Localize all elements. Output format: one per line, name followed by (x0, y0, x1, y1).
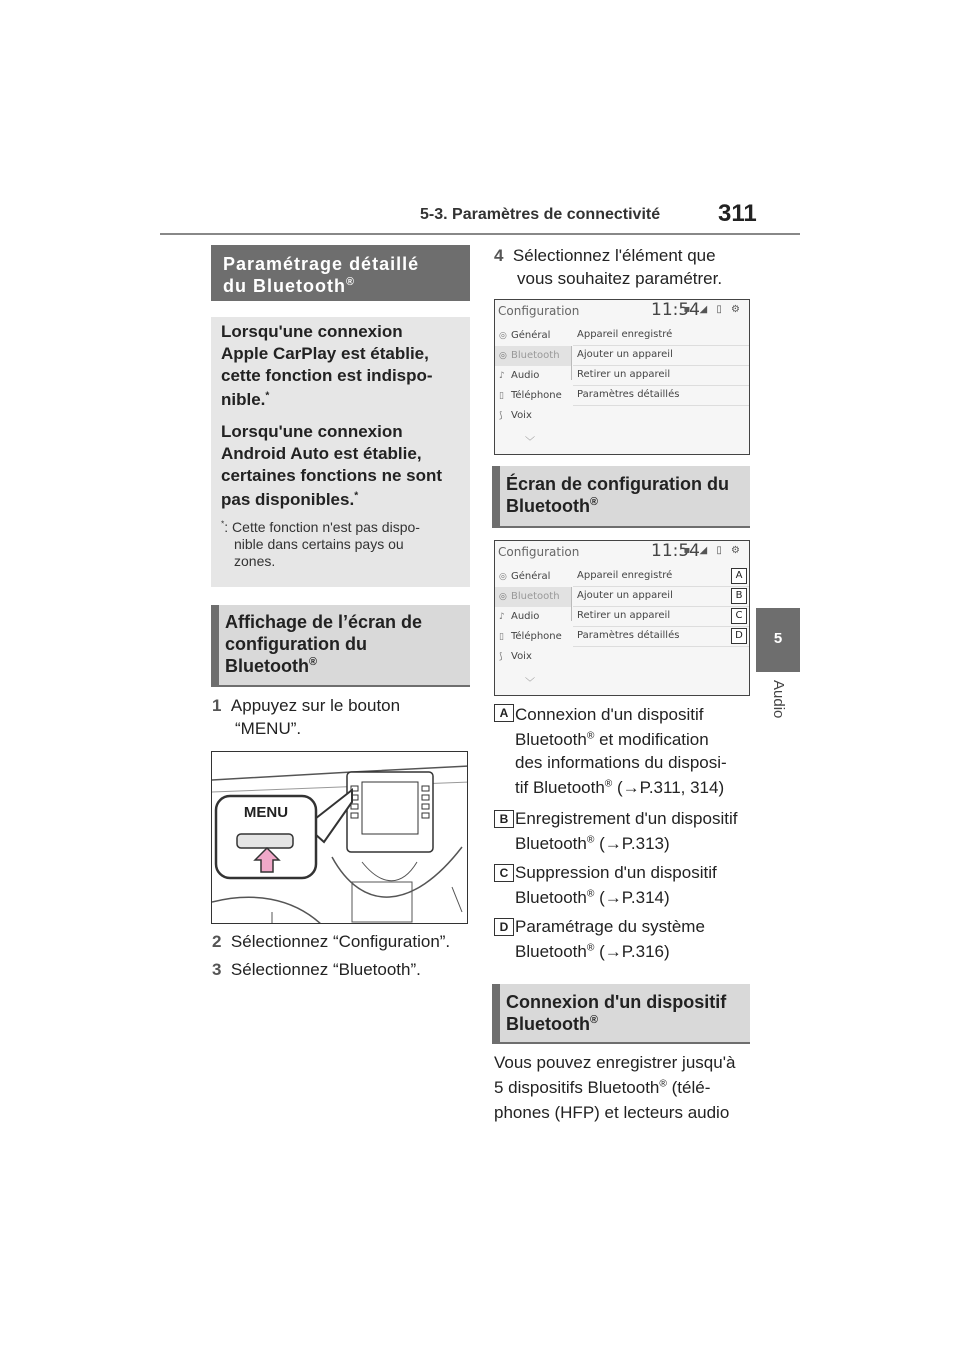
screen-clock: 11:54 (651, 541, 700, 561)
step-text: vous souhaitez paramétrer. (517, 269, 723, 288)
menu-label: Voix (511, 410, 532, 421)
menu-label: Voix (511, 651, 532, 662)
item-remove-device[interactable] (573, 366, 749, 386)
note-line: Lorsqu'une connexion (221, 422, 403, 441)
menu-label: Bluetooth (511, 350, 560, 361)
item-registered-device[interactable] (573, 326, 749, 346)
legend-item-d (515, 915, 705, 963)
paragraph-line: phones (HFP) et lecteurs audio (494, 1103, 730, 1122)
callout-d: D (731, 628, 747, 644)
bluetooth-icon: ◎ (499, 592, 507, 602)
heading-bluetooth-config-screen (492, 466, 750, 526)
legend-key-b: B (494, 810, 514, 828)
heading-underline (211, 685, 470, 687)
registered-mark: ® (604, 778, 613, 790)
legend-text: (→P.311, 314) (612, 778, 725, 797)
note-paragraph-1 (221, 321, 433, 411)
header-rule (160, 233, 800, 235)
registered-mark: ® (586, 834, 595, 846)
menu-general[interactable] (495, 326, 571, 346)
step-text: Appuyez sur le bouton (230, 696, 401, 715)
step-number: 1 (212, 696, 222, 715)
menu-label: Téléphone (511, 631, 562, 642)
heading-bluetooth-connection (492, 984, 750, 1042)
step-1 (212, 694, 400, 740)
note-line: Lorsqu'une connexion (221, 322, 403, 341)
item-detailed-settings[interactable] (573, 386, 749, 406)
callout-c: C (731, 608, 747, 624)
legend-text: Suppression d'un dispositif (515, 863, 717, 882)
heading2-line3: Bluetooth (225, 656, 309, 676)
heading1-line1: Paramétrage détaillé (223, 254, 420, 274)
step-text: Sélectionnez “Bluetooth”. (230, 960, 421, 979)
legend-text: Bluetooth (515, 888, 587, 907)
config-screen-1 (494, 299, 750, 455)
menu-voice[interactable] (495, 647, 571, 667)
voice-icon: ⟆ (499, 411, 503, 421)
step-number: 4 (494, 246, 504, 265)
legend-text: Bluetooth (515, 834, 587, 853)
legend-item-a (515, 703, 727, 799)
heading3-line2: Bluetooth (506, 496, 590, 516)
heading4-line1: Connexion d'un dispositif (506, 992, 727, 1012)
heading-underline (492, 1042, 750, 1044)
registered-mark: ® (589, 496, 598, 508)
heading1-line2: du Bluetooth (223, 276, 346, 296)
item-label: Paramètres détaillés (577, 389, 680, 400)
chevron-down-icon[interactable]: ﹀ (525, 678, 535, 689)
registered-mark: ® (308, 656, 317, 668)
paragraph-line: (télé- (666, 1078, 711, 1097)
registered-mark: ® (659, 1078, 667, 1090)
chapter-label-text: Audio (770, 680, 787, 719)
legend-text: Enregistrement d'un dispositif (515, 809, 738, 828)
menu-label: Audio (511, 370, 540, 381)
item-label: Appareil enregistré (577, 329, 673, 340)
screen-title: Configuration (498, 304, 580, 318)
menu-voice[interactable] (495, 406, 571, 426)
paragraph-line: Vous pouvez enregistrer jusqu'à (494, 1053, 736, 1072)
heading-bluetooth-screen-display (211, 605, 470, 685)
step-text: Sélectionnez l'élément que (512, 246, 716, 265)
item-label: Retirer un appareil (577, 610, 671, 621)
item-label: Appareil enregistré (577, 570, 673, 581)
legend-text: Connexion d'un dispositif (515, 705, 704, 724)
heading2-line1: Affichage de l’écran de (225, 612, 423, 632)
menu-bluetooth[interactable] (495, 346, 571, 366)
menu-phone[interactable] (495, 627, 571, 647)
item-label: Ajouter un appareil (577, 349, 673, 360)
dashboard-drawing (212, 752, 468, 924)
footnote-mark: * (265, 390, 270, 402)
music-note-icon: ♪ (499, 612, 505, 622)
item-label: Retirer un appareil (577, 369, 671, 380)
phone-icon: ▯ (499, 391, 504, 401)
item-add-device[interactable] (573, 346, 749, 366)
legend-text: Bluetooth (515, 730, 587, 749)
config-screen-2 (494, 540, 750, 696)
registered-mark: ® (586, 730, 595, 742)
heading-bluetooth-detail (211, 245, 470, 301)
menu-label: Bluetooth (511, 591, 560, 602)
chapter-tab (756, 608, 800, 672)
footnote-line: zones. (234, 553, 276, 569)
music-note-icon: ♪ (499, 371, 505, 381)
note-line: certaines fonctions ne sont (221, 466, 443, 485)
heading3-line1: Écran de configuration du (506, 474, 730, 494)
footnote-mark: * (354, 490, 359, 502)
step-2 (212, 930, 450, 953)
footnote-mark: * (221, 518, 225, 529)
screen-title: Configuration (498, 545, 580, 559)
callout-a: A (731, 568, 747, 584)
heading-underline (492, 526, 750, 528)
bluetooth-icon: ◎ (499, 351, 507, 361)
voice-icon: ⟆ (499, 652, 503, 662)
menu-label: Général (511, 571, 551, 582)
step-3 (212, 958, 421, 981)
chapter-number: 5 (773, 630, 783, 647)
menu-phone[interactable] (495, 386, 571, 406)
item-add-device[interactable] (573, 587, 749, 607)
legend-text: (→P.316) (594, 942, 670, 961)
screen-clock: 11:54 (651, 300, 700, 320)
paragraph-line: 5 dispositifs Bluetooth (494, 1078, 660, 1097)
menu-button-label: MENU (243, 804, 289, 821)
chevron-down-icon[interactable]: ﹀ (525, 437, 535, 448)
screen-divider (571, 587, 572, 621)
menu-audio[interactable] (495, 607, 571, 627)
step-number: 3 (212, 960, 222, 979)
phone-icon: ▯ (499, 632, 504, 642)
note-line: pas disponibles. (221, 490, 355, 509)
registered-mark: ® (586, 942, 595, 954)
item-label: Ajouter un appareil (577, 590, 673, 601)
note-line: nible. (221, 390, 266, 409)
step-text: Sélectionnez “Configuration”. (230, 932, 451, 951)
screen-divider (571, 346, 572, 380)
menu-label: Téléphone (511, 390, 562, 401)
menu-audio[interactable] (495, 366, 571, 386)
section-title: 5-3. Paramètres de connectivité (420, 206, 661, 223)
note-paragraph-2 (221, 421, 442, 511)
legend-text: Bluetooth (515, 942, 587, 961)
status-icons: ▪ ◢ ▯ ⚙ (683, 304, 743, 315)
legend-key-c: C (494, 864, 514, 882)
note-box (211, 317, 470, 587)
menu-label: Audio (511, 611, 540, 622)
step-4 (494, 244, 722, 290)
item-remove-device[interactable] (573, 607, 749, 627)
menu-bluetooth[interactable] (495, 587, 571, 607)
note-line: cette fonction est indispo- (221, 366, 433, 385)
legend-text: et modification (594, 730, 709, 749)
footnote (221, 519, 420, 570)
heading4-line2: Bluetooth (506, 1014, 590, 1034)
step-number: 2 (212, 932, 222, 951)
legend-item-b (515, 807, 737, 855)
page-number: 311 (718, 200, 757, 227)
gear-icon: ◎ (499, 572, 507, 582)
legend-text: tif Bluetooth (515, 778, 605, 797)
legend-key-d: D (494, 918, 514, 936)
footnote-line: : Cette fonction n'est pas dispo- (224, 519, 420, 535)
item-detailed-settings[interactable] (573, 627, 749, 647)
chapter-label (765, 680, 795, 740)
footnote-line: nible dans certains pays ou (234, 536, 404, 552)
item-label: Paramètres détaillés (577, 630, 680, 641)
menu-label: Général (511, 330, 551, 341)
screen-right-menu (573, 326, 749, 406)
status-icons: ▪ ◢ ▯ ⚙ (683, 545, 743, 556)
legend-key-a: A (494, 704, 514, 722)
screen-right-menu (573, 567, 749, 647)
legend-text: (→P.313) (594, 834, 670, 853)
paragraph-register-devices (494, 1050, 735, 1125)
registered-mark: ® (589, 1014, 598, 1026)
note-line: Apple CarPlay est établie, (221, 344, 429, 363)
gear-icon: ◎ (499, 331, 507, 341)
item-registered-device[interactable] (573, 567, 749, 587)
step-text: “MENU”. (235, 719, 302, 738)
note-line: Android Auto est établie, (221, 444, 422, 463)
legend-text: (→P.314) (594, 888, 670, 907)
registered-mark: ® (586, 888, 595, 900)
heading2-line2: configuration du (225, 634, 367, 654)
legend-text: Paramétrage du système (515, 917, 705, 936)
registered-mark: ® (345, 276, 355, 288)
callout-b: B (731, 588, 747, 604)
dashboard-illustration (211, 751, 468, 924)
legend-text: des informations du disposi- (515, 753, 727, 772)
menu-general[interactable] (495, 567, 571, 587)
legend-item-c (515, 861, 717, 909)
